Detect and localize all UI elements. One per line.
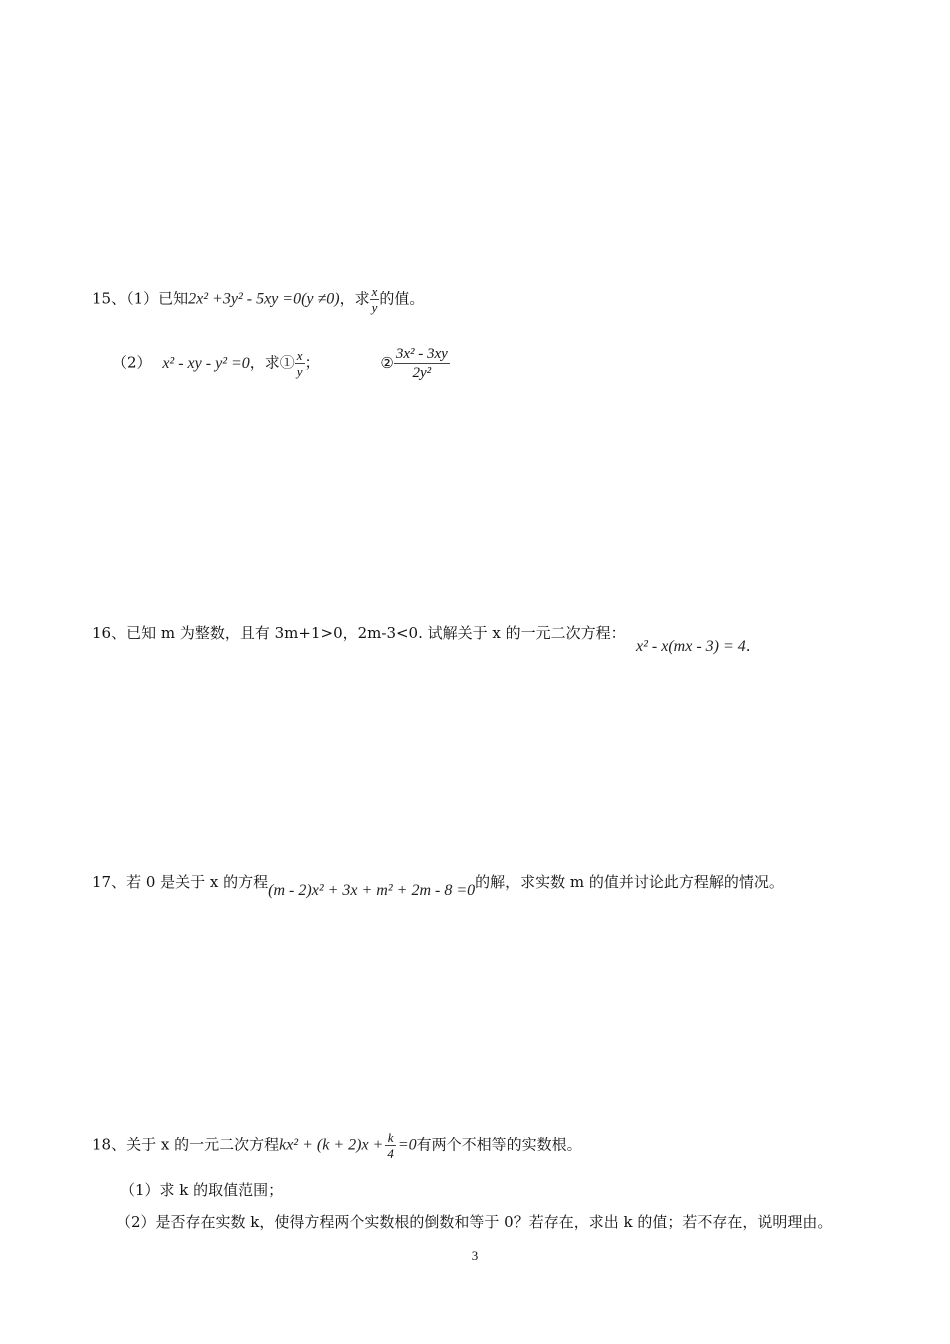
q15-p2-sep: ； bbox=[304, 353, 320, 372]
q15-equation: 2x² +3y² - 5xy =0(y ≠0) bbox=[188, 290, 340, 308]
page-number: 3 bbox=[471, 1248, 479, 1263]
q15-fraction-num: x bbox=[371, 284, 378, 299]
q17-equation: (m - 2)x² + 3x + m² + 2m - 8 =0 bbox=[268, 882, 476, 899]
q16-end: . bbox=[745, 637, 751, 655]
q15-mid: ，求 bbox=[339, 289, 370, 308]
q17-suffix: 的解，求实数 m 的值并讨论此方程解的情况。 bbox=[475, 873, 784, 891]
q15-suffix: 的值。 bbox=[379, 289, 425, 308]
q15-fraction-den: y bbox=[371, 300, 378, 315]
q16-equation-line bbox=[636, 636, 751, 657]
q16-text: 16、已知 m 为整数，且有 3m+1>0，2m-3<0. 试解关于 x 的一元二次方程： bbox=[92, 624, 626, 642]
q18-prefix: 18、关于 x 的一元二次方程 bbox=[92, 1135, 280, 1154]
q18-fraction-den: 4 bbox=[387, 1146, 394, 1161]
q15-p2-prefix: （2） bbox=[112, 353, 152, 372]
q15-p2-fraction2-num: 3x² - 3xy bbox=[395, 346, 448, 362]
q18-suffix: 有两个不相等的实数根。 bbox=[416, 1135, 582, 1154]
q15-p2-mid: ，求① bbox=[249, 353, 295, 372]
q15-p2-fraction bbox=[295, 348, 305, 379]
q18-sub1: （1）求 k 的取值范围； bbox=[120, 1181, 284, 1199]
q18-fraction-num: k bbox=[385, 1130, 396, 1146]
q15-part2 bbox=[112, 345, 450, 382]
q15-fraction bbox=[370, 284, 380, 315]
q17-prefix: 17、若 0 是关于 x 的方程 bbox=[92, 873, 269, 891]
q18-equation: kx² + (k + 2)x + bbox=[279, 1136, 384, 1154]
q15-p2-fraction2-den: 2y² bbox=[412, 365, 432, 381]
q15-p2-fraction-den: y bbox=[296, 364, 303, 379]
q16-equation: x² - x(mx - 3) = 4 bbox=[636, 638, 746, 655]
q18-fraction bbox=[385, 1130, 396, 1161]
q15-p2-second-mark: ② bbox=[380, 353, 394, 372]
q18-line bbox=[92, 1130, 582, 1161]
q15-p2-fraction-num: x bbox=[296, 348, 303, 363]
q18-sub2: （2）是否存在实数 k，使得方程两个实数根的倒数和等于 0？若存在，求出 k 的值；若不存在，说明理由。 bbox=[116, 1213, 833, 1231]
q15-p2-fraction2 bbox=[394, 345, 450, 382]
q15-p2-equation: x² - xy - y² =0 bbox=[162, 354, 250, 372]
q15-prefix: 15、（1）已知 bbox=[92, 289, 189, 308]
q18-equation-end: =0 bbox=[397, 1136, 417, 1154]
q17-line bbox=[92, 872, 784, 899]
q15-part1 bbox=[92, 284, 424, 315]
